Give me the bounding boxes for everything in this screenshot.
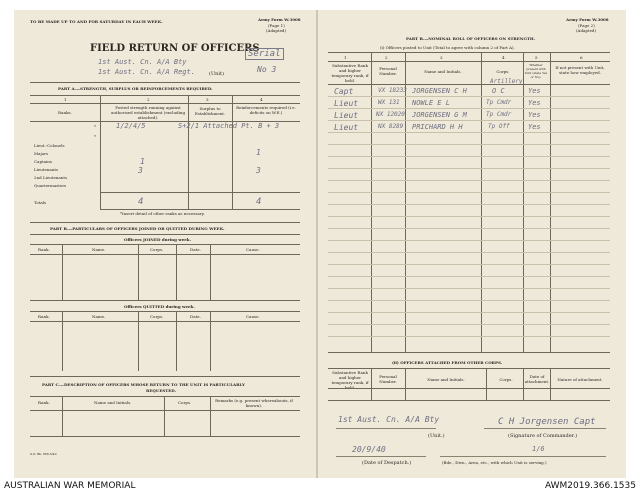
lieutenants-reinf: 3 [256, 166, 261, 175]
row4-present: Yes [528, 123, 541, 131]
bde-hand: 1/6 [532, 445, 545, 453]
unit-hand-2: 1st Aust. Cn. A/A Regt. [98, 68, 195, 76]
row4-number: NX 8289 [378, 123, 404, 130]
part-a-col-4: 4 [260, 97, 263, 102]
ii-h-date: Date of attachment. [524, 374, 550, 384]
part-c-title-1: PART C.—DESCRIPTION OF OFFICERS WHOSE RETURN TO THE UNIT IS PARTICULARLY [42, 382, 245, 387]
rank-majors: Majors [34, 151, 49, 156]
row2-number: WX 131 [378, 99, 400, 106]
row1-name: JORGENSEN C H [412, 87, 467, 95]
quitted-h-cause: Cause. [246, 314, 260, 319]
form-adapted: (Adapted) [266, 28, 287, 33]
part-a-col-3: 3 [206, 97, 209, 102]
header-posted: Posted strength running against authorised establishment (excluding attached). [110, 105, 186, 120]
page-title: FIELD RETURN OF OFFICERS [90, 43, 260, 54]
nr-col-3: 3 [440, 55, 443, 60]
pc-h-corps: Corps. [178, 400, 192, 405]
rank-quartermasters: Quartermasters [34, 183, 67, 188]
row3-present: Yes [528, 111, 541, 119]
sub-ii-title: (ii) OFFICERS ATTACHED FROM OTHER CORPS. [392, 360, 503, 365]
lieutenants-posted: 3 [138, 166, 143, 175]
totals-label: Totals [34, 200, 47, 205]
form-page: (Page 1) [268, 23, 285, 28]
row4-name: PRICHARD H H [412, 123, 463, 131]
commander-signature: C H Jorgensen Capt [498, 417, 596, 427]
part-a-col-2: 2 [147, 97, 150, 102]
ii-h-corps: Corps. [499, 377, 513, 382]
quitted-title: Officers QUITTED during week. [124, 304, 195, 309]
nr-col-6: 6 [580, 55, 583, 60]
joined-h-corps: Corps. [150, 247, 164, 252]
right-unit-hand: 1st Aust. Cn. A/A Bty [338, 415, 440, 424]
right-form-adapted: (Adapted) [576, 28, 597, 33]
right-form-id: Army Form W.3008 [566, 17, 609, 22]
footer-institution: AUSTRALIAN WAR MEMORIAL [4, 481, 136, 491]
joined-h-name: Name. [92, 247, 106, 252]
row4-rank: Lieut [334, 123, 359, 132]
part-a-title: PART A.—STRENGTH, SURPLUS OR REINFORCEMENTS REQUIRED. [58, 86, 213, 91]
right-unit-label: (Unit.) [428, 433, 445, 439]
part-c-title-2: REQUESTED. [146, 388, 177, 393]
row2-corps: Tp Cmdr [486, 99, 512, 106]
bde-label: (Bde., Divn., Area, etc., with which Unit is serving.) [442, 460, 547, 465]
row1-number: VX 18233 [378, 87, 407, 94]
nr-col-2: 2 [385, 55, 388, 60]
nr-h-rank: Substantive Rank and higher temporary rank, if held. [331, 63, 369, 83]
row1-rank: Capt [334, 87, 354, 96]
row2-rank: Lieut [334, 99, 359, 108]
row3-name: JORGENSEN G M [412, 111, 467, 119]
hand-note: Artillery [490, 78, 523, 85]
serial-stamp: Serial [245, 48, 284, 60]
captains-posted: 1 [140, 157, 145, 166]
nr-h-employed: If not present with Unit, state how employed. [555, 65, 605, 75]
totals-note: *Insert detail of other ranks as necessary. [120, 211, 205, 216]
row3-corps: Tp Cmdr [486, 111, 512, 118]
nr-h-number: Personal Number. [379, 66, 397, 76]
top-note: TO BE MADE UP TO AND FOR SATURDAY IN EACH WEEK. [30, 19, 163, 24]
page-fold [316, 10, 318, 478]
row4-corps: Tp Off [488, 123, 510, 130]
ii-h-number: Personal Number. [379, 374, 397, 384]
quitted-h-corps: Corps. [150, 314, 164, 319]
ii-h-rank: Substantive Rank and higher temporary rank, if [331, 370, 369, 385]
row2-present: Yes [528, 99, 541, 107]
row1-corps: O C [492, 87, 505, 95]
pc-h-name: Name and Initials. [94, 400, 132, 405]
rank-lt-colonels: Lieut.-Colonels [34, 143, 65, 148]
header-ranks: Ranks. [58, 110, 72, 115]
ii-h-nature: Nature of attachment. [557, 377, 603, 382]
right-part-b-title: PART B.—NOMINAL ROLL OF OFFICERS ON STRENGTH. [406, 36, 536, 41]
posted-hand: 1/2/4/5 [116, 122, 146, 130]
signature-label: (Signature of Commander.) [508, 433, 578, 439]
despatch-date: 20/9/40 [352, 445, 386, 454]
totals-posted: 4 [138, 197, 144, 207]
totals-reinf: 4 [256, 197, 262, 207]
printer-code: S.O. Bk. 866-5/40 [30, 452, 57, 456]
rank-lieutenants: Lieutenants [34, 167, 59, 172]
header-reinforcements: Reinforcements required (i.e. deficits on W.E.) [236, 105, 296, 115]
right-form-page: (Page 2) [578, 23, 595, 28]
ii-h-name: Name and Initials. [427, 377, 465, 382]
serial-number: No 3 [257, 65, 277, 74]
surplus-hand: S+2/1 Attached Pt. B + 3 [178, 122, 280, 130]
joined-h-rank: Rank. [38, 247, 50, 252]
joined-h-cause: Cause. [246, 247, 260, 252]
unit-hand-1: 1st Aust. Cn. A/A Bty [98, 58, 187, 66]
form-id: Army Form W.3008 [258, 17, 301, 22]
quitted-h-date: Date. [190, 314, 201, 319]
nr-h-present: Whether present with Unit (state Yes or No). [524, 63, 548, 79]
majors-reinf: 1 [256, 148, 261, 157]
quitted-h-rank: Rank. [38, 314, 50, 319]
row3-number: NX 12020 [376, 111, 405, 118]
footer-bar [0, 478, 640, 494]
rank-captains: Captains [34, 159, 52, 164]
nr-col-4: 4 [502, 55, 505, 60]
header-surplus: Surplus to Establishment. [194, 106, 226, 116]
nr-h-name: Name and Initials. [424, 69, 462, 74]
footer-accession-number: AWM2019.366.1535 [544, 481, 636, 491]
pc-h-rank: Rank. [38, 400, 50, 405]
joined-title: Officers JOINED during week. [124, 237, 191, 242]
quitted-h-name: Name. [92, 314, 106, 319]
nr-col-1: 1 [344, 55, 347, 60]
row2-name: NOWLE E L [412, 99, 450, 107]
sub-i-title: (i) Officers posted to Unit (Total to agree with column 2 of Part A). [380, 45, 515, 50]
nr-col-5: 5 [535, 55, 538, 60]
pc-h-remarks: Remarks (e.g. present whereabouts, if known). [215, 398, 293, 408]
rank-2nd-lieutenants: 2nd Lieutenants [34, 175, 68, 180]
row3-rank: Lieut [334, 111, 359, 120]
part-a-col-1: 1 [64, 97, 67, 102]
unit-label: (Unit) [209, 71, 224, 77]
part-b-left-title: PART B.—PARTICULARS OF OFFICERS JOINED OR QUITTED DURING WEEK. [50, 226, 225, 231]
row1-present: Yes [528, 87, 541, 95]
joined-h-date: Date. [190, 247, 201, 252]
date-label: (Date of Despatch.) [362, 460, 412, 466]
nr-h-corps: Corps. [496, 69, 510, 74]
